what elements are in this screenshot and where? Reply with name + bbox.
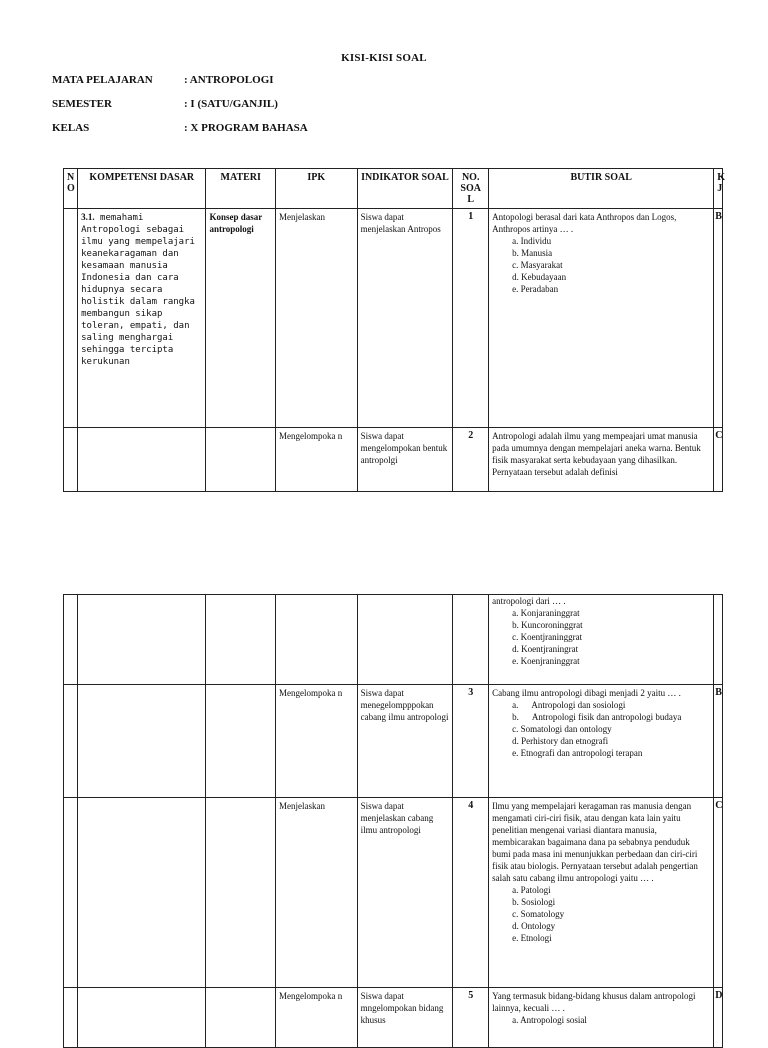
option-item: b. Antropologi fisik dan antropologi budaya [512, 712, 682, 722]
question-number: 2 [453, 428, 489, 492]
materi-cell [206, 685, 276, 798]
ipk-cell: Menjelaskan [276, 798, 358, 988]
indikator-cell: Siswa dapat mngelompokan bidang khusus [357, 988, 453, 1048]
question-number: 4 [453, 798, 489, 988]
materi-cell: Konsep dasar antropologi [206, 209, 276, 428]
answer-key: B [714, 685, 723, 798]
question-text: antropologi dari … . [492, 596, 566, 606]
kompetensi-cell [78, 988, 206, 1048]
option-item: a. Patologi [512, 885, 551, 895]
option-item: a. Konjaraninggrat [512, 608, 580, 618]
meta-label: KELAS [52, 122, 90, 134]
table-row [64, 595, 723, 685]
question-number [453, 595, 489, 685]
indikator-cell: Siswa dapat menjelaskan cabang ilmu antropologi [357, 798, 453, 988]
question-text: Cabang ilmu antropologi dibagi menjadi 2 yaitu … . [492, 688, 681, 698]
option-item: b. Kuncoroninggrat [512, 620, 583, 630]
ipk-cell: Mengelompoka n [276, 988, 358, 1048]
indikator-cell: Siswa dapat menegelompppokan cabang ilmu antropologi [357, 685, 453, 798]
options-list [492, 723, 710, 759]
kd-number: 3.1. [81, 212, 95, 222]
option-item: d. Ontology [512, 921, 556, 931]
indikator-cell [357, 595, 453, 685]
butir-cell [489, 988, 714, 1048]
grid-table-1 [63, 168, 726, 492]
table-row [64, 988, 723, 1048]
no-cell [64, 209, 78, 428]
meta-value: : I (SATU/GANJIL) [184, 98, 278, 110]
butir-cell [489, 798, 714, 988]
options-list [492, 884, 710, 944]
option-item: a. Antropologi sosial [512, 1015, 587, 1025]
materi-cell [206, 988, 276, 1048]
table-row [64, 428, 723, 492]
ipk-cell [276, 595, 358, 685]
question-text: Ilmu yang mempelajari keragaman ras manusia dengan mengamati ciri-ciri fisik, atau dengan kata lain yaitu penelitian mengenai variasi diantara manusia, membicarakan bagaimana dana pa sebabnya penduduk bumi pada masa ini menunjukkan perbedaan dan ciri-ciri fisik atau biologis. Pernyataan tersebut adalah pengertian salah satu cabang ilmu antropologi yaitu … . [492, 801, 698, 883]
indikator-cell: Siswa dapat mengelompokan bentuk antropolgi [357, 428, 453, 492]
option-item: c. Somatology [512, 909, 565, 919]
col-header-kd: KOMPETENSI DASAR [78, 169, 206, 209]
table-row [64, 685, 723, 798]
kompetensi-cell [78, 595, 206, 685]
col-header-kj: K J [714, 169, 723, 209]
materi-cell [206, 428, 276, 492]
option-item: a. Antropologi dan sosiologi [512, 700, 626, 710]
option-item: d. Kebudayaan [512, 272, 567, 282]
option-item: c. Koentjraninggrat [512, 632, 583, 642]
option-item: b. Manusia [512, 248, 553, 258]
meta-semester [52, 98, 278, 110]
option-item: d. Koentjraningrat [512, 644, 579, 654]
butir-cell [489, 428, 714, 492]
col-header-materi: MATERI [206, 169, 276, 209]
option-item: c. Somatologi dan ontology [512, 724, 612, 734]
materi-cell [206, 595, 276, 685]
question-text: Antopologi berasal dari kata Anthropos dan Logos, Anthropos artinya … . [492, 212, 677, 234]
table-row [64, 209, 723, 428]
answer-key: C [714, 798, 723, 988]
option-item: b. Sosiologi [512, 897, 556, 907]
question-number: 1 [453, 209, 489, 428]
answer-key: D [714, 988, 723, 1048]
no-cell [64, 685, 78, 798]
col-header-ipk: IPK [276, 169, 358, 209]
meta-label: MATA PELAJARAN [52, 74, 153, 86]
kd-text: memahami Antropologi sebagai ilmu yang mempelajari keanekaragaman dan kesamaan manusia Indonesia dan cara hidupnya secara holistik dalam rangka membangun sikap toleran, empati, dan saling menghargai sehingga tercipta kerukunan [81, 213, 195, 367]
meta-value: : ANTROPOLOGI [184, 74, 274, 86]
question-number: 3 [453, 685, 489, 798]
options-list [492, 1014, 710, 1026]
question-text: Yang termasuk bidang-bidang khusus dalam antropologi lainnya, kecuali … . [492, 991, 696, 1013]
col-header-no: N O [64, 169, 78, 209]
col-header-butir-soal: BUTIR SOAL [489, 169, 714, 209]
answer-key [714, 595, 723, 685]
header-row [64, 169, 723, 209]
no-cell [64, 988, 78, 1048]
col-header-no-soal: NO. SOA L [453, 169, 489, 209]
kompetensi-cell [78, 209, 206, 428]
option-item: e. Peradaban [512, 284, 559, 294]
ipk-cell: Menjelaskan [276, 209, 358, 428]
butir-cell [489, 595, 714, 685]
meta-class [52, 122, 308, 134]
option-item: d. Perhistory dan etnografi [512, 736, 609, 746]
materi-cell [206, 798, 276, 988]
options-list [492, 607, 710, 667]
answer-key: B [714, 209, 723, 428]
kompetensi-cell [78, 685, 206, 798]
kompetensi-cell [78, 798, 206, 988]
meta-label: SEMESTER [52, 98, 112, 110]
col-header-indikator: INDIKATOR SOAL [357, 169, 453, 209]
document-title: KISI-KISI SOAL [341, 52, 427, 64]
option-item: e. Etnologi [512, 933, 552, 943]
no-cell [64, 798, 78, 988]
option-item: c. Masyarakat [512, 260, 563, 270]
butir-cell [489, 685, 714, 798]
ipk-cell: Mengelompoka n [276, 685, 358, 798]
indikator-cell: Siswa dapat menjelaskan Antropos [357, 209, 453, 428]
no-cell [64, 428, 78, 492]
butir-cell [489, 209, 714, 428]
option-item: e. Koenjraninggrat [512, 656, 580, 666]
ipk-cell: Mengelompoka n [276, 428, 358, 492]
answer-key: C [714, 428, 723, 492]
question-text: Antropologi adalah ilmu yang mempeajari umat manusia pada umumnya dengan mempelajari aneka warna. Bentuk fisik masyarakat serta kebudayaan yang dihasilkan. Pernyataan tersebut adalah definisi [492, 431, 701, 477]
table-row [64, 798, 723, 988]
option-item: e. Etnografi dan antropologi terapan [512, 748, 643, 758]
grid-table-2 [63, 594, 723, 1048]
no-cell [64, 595, 78, 685]
meta-value: : X PROGRAM BAHASA [184, 122, 308, 134]
question-number: 5 [453, 988, 489, 1048]
option-item: a. Individu [512, 236, 552, 246]
options-list [492, 235, 710, 295]
kompetensi-cell [78, 428, 206, 492]
meta-subject [52, 74, 274, 86]
